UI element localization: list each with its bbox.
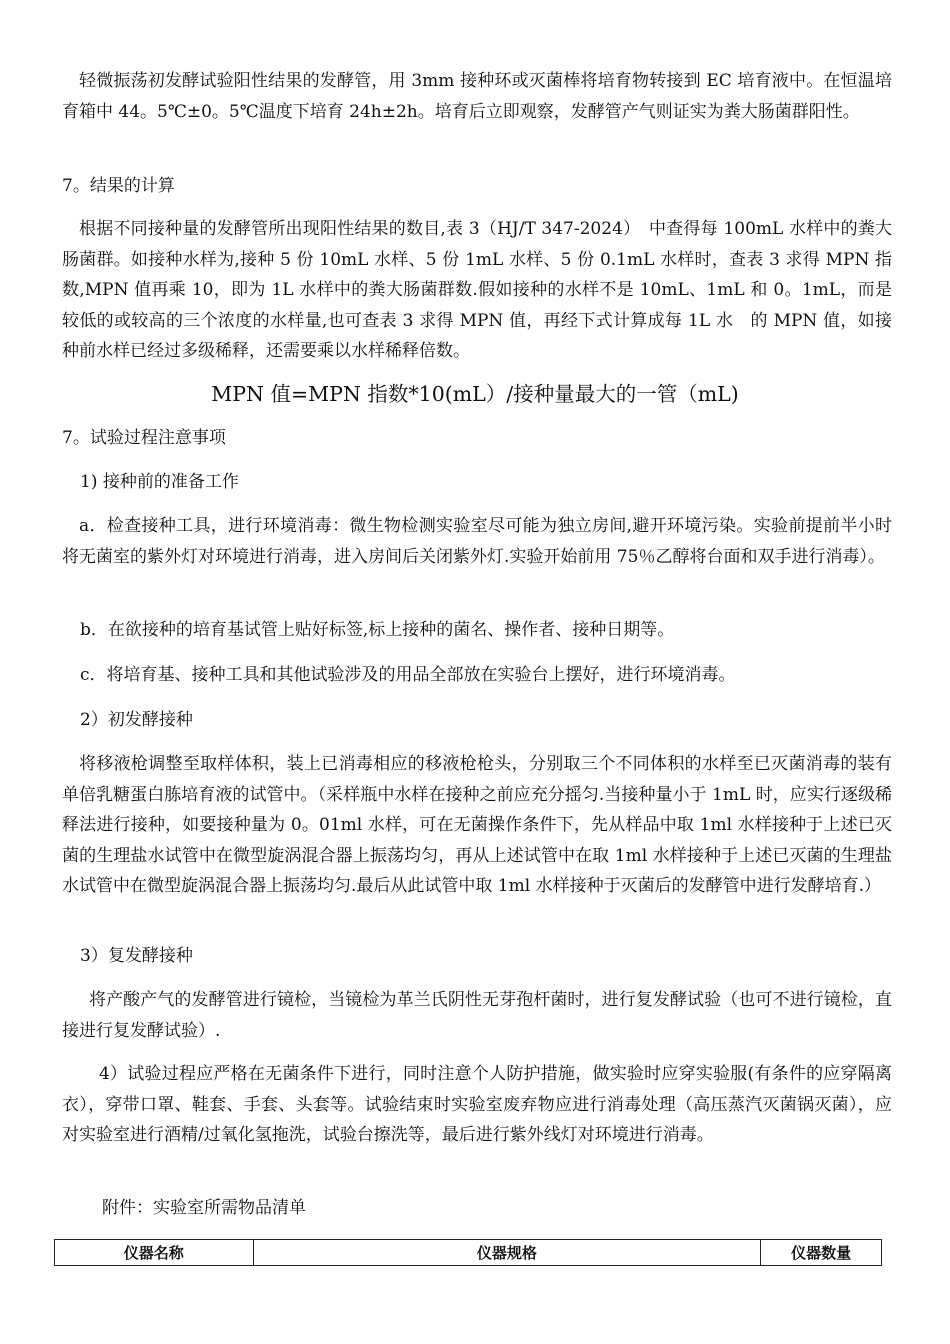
- item-c-arrange: c．将培育基、接种工具和其他试验涉及的用品全部放在实验台上摆好，进行环境消毒。: [80, 665, 736, 685]
- table-header-row: [55, 1240, 882, 1266]
- subheading-preparation: 1) 接种前的准备工作: [80, 472, 239, 492]
- column-header-spec: 仪器规格: [253, 1240, 761, 1266]
- mpn-formula: MPN 值=MPN 指数*10(mL）/接种量最大的一管（mL): [211, 382, 739, 406]
- attachment-title: 附件：实验室所需物品清单: [102, 1198, 306, 1218]
- column-header-quantity: 仪器数量: [761, 1240, 882, 1266]
- equipment-table: [54, 1239, 882, 1266]
- subheading-initial-fermentation: 2）初发酵接种: [80, 710, 193, 730]
- item-b-labels: b．在欲接种的培育基试管上贴好标签,标上接种的菌名、操作者、接种日期等。: [80, 620, 675, 640]
- paragraph-ec-transfer: 轻微振荡初发酵试验阳性结果的发酵管，用 3mm 接种环或灭菌棒将培育物转接到 EC 培育液中。在恒温培育箱中 44。5℃±0。5℃温度下培育 24h±2h。培育后立即观察，发酵管产气则证实为粪大肠菌群阳性。: [62, 71, 892, 122]
- heading-result-calculation: 7。结果的计算: [62, 176, 175, 196]
- paragraph-aseptic-conditions: 4）试验过程应严格在无菌条件下进行，同时注意个人防护措施，做实验时应穿实验服(有条件的应穿隔离衣），穿带口罩、鞋套、手套、头套等。试验结束时实验室废弃物应进行消毒处理（高压蒸汽灭菌锅灭菌），应对实验室进行酒精/过氧化氢拖洗，试验台擦洗等，最后进行紫外线灯对环境进行消毒。: [62, 1064, 892, 1145]
- subheading-re-fermentation: 3）复发酵接种: [80, 946, 193, 966]
- paragraph-calculation: 根据不同接种量的发酵管所出现阳性结果的数目,表 3（HJ/T 347-2024） 中查得每 100mL 水样中的粪大肠菌群。如接种水样为,接种 5 份 10mL 水样、5 份 1mL 水样、5 份 0.1mL 水样时，查表 3 求得 MPN 指数,MPN 值再乘 10，即为 1L 水样中的粪大肠菌群数.假如接种的水样不是 10mL、1mL 和 0。1mL，而是较低的或较高的三个浓度的水样量,也可查表 3 求得 MPN 值，再经下式计算成每 1L 水 的 MPN 值，如接种前水样已经过多级稀释，还需要乘以水样稀释倍数。: [62, 219, 892, 361]
- column-header-name: 仪器名称: [55, 1240, 254, 1266]
- paragraph-initial-fermentation: 将移液枪调整至取样体积，装上已消毒相应的移液枪枪头，分别取三个不同体积的水样至已灭菌消毒的装有单倍乳糖蛋白胨培育液的试管中。（采样瓶中水样在接种之前应充分摇匀.当接种量小于 1mL 时，应实行逐级稀释法进行接种，如要接种量为 0。01ml 水样，可在无菌操作条件下，先从样品中取 1ml 水样接种于上述已灭菌的生理盐水试管中在微型旋涡混合器上振荡均匀，再从上述试管中在取 1ml 水样接种于上述已灭菌的生理盐水试管中在微型旋涡混合器上振荡均匀.最后从此试管中取 1ml 水样接种于灭菌后的发酵管中进行发酵培育.）: [62, 754, 892, 896]
- heading-precautions: 7。试验过程注意事项: [62, 428, 226, 448]
- paragraph-re-fermentation: 将产酸产气的发酵管进行镜检，当镜检为革兰氏阴性无芽孢杆菌时，进行复发酵试验（也可不进行镜检，直接进行复发酵试验）.: [62, 990, 892, 1041]
- item-a-disinfection: a．检查接种工具，进行环境消毒：微生物检测实验室尽可能为独立房间,避开环境污染。实验前提前半小时将无菌室的紫外灯对环境进行消毒，进入房间后关闭紫外灯.实验开始前用 75％乙醇将台面和双手进行消毒）。: [62, 516, 892, 567]
